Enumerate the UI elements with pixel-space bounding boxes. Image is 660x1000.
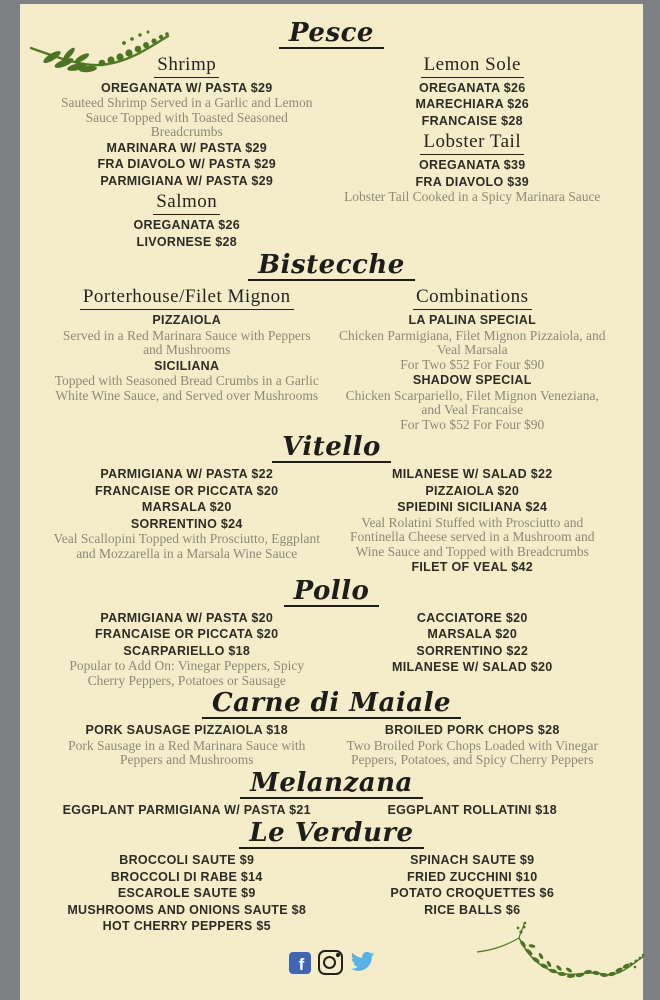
menu-item: MILANESE W/ SALAD $20 (392, 660, 553, 675)
right-column (328, 852, 644, 918)
section-title (20, 690, 643, 719)
section-title-text: Bistecche (248, 252, 415, 281)
section-title (20, 20, 643, 49)
menu-subsection-title: Combinations (413, 286, 532, 310)
menu-item: EGGPLANT ROLLATINI $18 (387, 802, 558, 817)
menu-item: SHADOW SPECIAL (412, 373, 532, 388)
menu-item-description: Lobster Tail Cooked in a Spicy Marinara Sauce (344, 189, 601, 205)
left-column (20, 466, 328, 561)
section-columns (20, 466, 643, 576)
menu-section-le-verdure (20, 820, 643, 935)
section-columns (20, 52, 643, 250)
menu-item-description: For Two $52 For Four $90 (400, 416, 545, 432)
twitter-icon[interactable] (350, 952, 375, 973)
section-columns (20, 802, 643, 819)
menu-section-pesce (20, 20, 643, 250)
section-title (20, 767, 643, 799)
menu-item: FRANCAISE OR PICCATA $20 (95, 627, 279, 642)
menu-subsection-title: Lemon Sole (421, 54, 524, 78)
menu-item: MILANESE W/ SALAD $22 (392, 467, 553, 482)
menu-item: MARSALA $20 (141, 500, 232, 515)
menu-subsection (338, 54, 608, 78)
menu-item: MUSHROOMS AND ONIONS SAUTE $8 (67, 902, 307, 917)
menu-item: LA PALINA SPECIAL (408, 313, 537, 328)
section-title (20, 820, 643, 849)
section-title (20, 434, 643, 463)
left-column (20, 284, 328, 403)
menu-item: ESCAROLE SAUTE $9 (117, 886, 256, 901)
facebook-icon[interactable] (289, 952, 311, 974)
menu-item: POTATO CROQUETTES $6 (390, 886, 555, 901)
instagram-dot (336, 953, 340, 957)
menu-item-description: Veal Scallopini Topped with Prosciutto, Eggplant and Mozzarella in a Marsala Wine Sauce (53, 531, 321, 561)
social-links-row (20, 950, 643, 975)
menu-section-melanzana (20, 767, 643, 819)
right-column (328, 466, 644, 576)
menu-section-pollo (20, 575, 643, 689)
menu-item: BROCCOLI SAUTE $9 (119, 853, 255, 868)
menu-section-vitello (20, 434, 643, 576)
menu-item: OREGANATA $26 (133, 218, 240, 233)
section-columns (20, 610, 643, 689)
menu-sections (20, 4, 643, 935)
left-column (20, 610, 328, 689)
menu-item-description: Popular to Add On: Vinegar Peppers, Spicy Cherry Peppers, Potatoes or Sausage (69, 658, 305, 688)
menu-item-description: Served in a Red Marinara Sauce with Peppers and Mushrooms (62, 327, 311, 358)
menu-item: OREGANATA $26 (419, 80, 526, 95)
menu-subsection-title: Shrimp (154, 54, 219, 78)
section-title-text: Pesce (279, 20, 384, 49)
section-title-text: Vitello (272, 434, 391, 463)
menu-item: HOT CHERRY PEPPERS $5 (102, 919, 271, 934)
facebook-letter: f (298, 954, 305, 974)
menu-subsection (338, 286, 608, 310)
menu-item: SPIEDINI SICILIANA $24 (397, 500, 548, 515)
menu-item: SORRENTINO $24 (130, 516, 243, 531)
menu-item: FRA DIAVOLO $39 (415, 174, 530, 189)
right-column (328, 52, 644, 205)
menu-subsection (52, 54, 322, 78)
menu-item: FRANCAISE $28 (421, 113, 523, 128)
menu-section-bistecche (20, 252, 643, 432)
section-title-text: Carne di Maiale (202, 690, 461, 719)
left-column (20, 852, 328, 935)
menu-item: SCARPARIELLO $18 (123, 643, 251, 658)
menu-item: FRIED ZUCCHINI $10 (407, 869, 538, 884)
right-column (328, 722, 644, 768)
menu-item: BROCCOLI DI RABE $14 (110, 869, 263, 884)
menu-item: PIZZAIOLA (152, 313, 222, 328)
menu-item: SICILIANA (154, 358, 220, 373)
menu-item: PARMIGIANA W/ PASTA $22 (100, 467, 274, 482)
menu-item-description: Sauteed Shrimp Served in a Garlic and Lemon Sauce Topped with Toasted Seasoned Breadcrumbs (60, 95, 313, 140)
section-title (20, 575, 643, 607)
menu-item: FRANCAISE OR PICCATA $20 (95, 483, 279, 498)
menu-item-description: Two Broiled Pork Chops Loaded with Vinegar Peppers, Potatoes, and Spicy Cherry Peppers (346, 737, 598, 768)
menu-item: SORRENTINO $22 (416, 643, 529, 658)
menu-item: PIZZAIOLA $20 (425, 483, 520, 498)
section-columns (20, 722, 643, 768)
left-column (20, 52, 328, 250)
menu-item: PARMIGIANA W/ PASTA $29 (100, 173, 274, 188)
menu-item: OREGANATA W/ PASTA $29 (101, 80, 273, 95)
section-title-text: Pollo (284, 578, 380, 607)
menu-subsection-title: Salmon (153, 191, 220, 215)
menu-section-carne-di-maiale (20, 690, 643, 768)
instagram-icon[interactable] (318, 950, 343, 975)
left-column (20, 802, 328, 819)
menu-item: MARECHIARA $26 (415, 97, 529, 112)
menu-item: PORK SAUSAGE PIZZAIOLA $18 (85, 723, 288, 738)
menu-item: MARSALA $20 (427, 627, 518, 642)
menu-subsection (338, 131, 608, 155)
menu-item: SPINACH SAUTE $9 (410, 853, 535, 868)
section-columns (20, 852, 643, 935)
menu-item: CACCIATORE $20 (416, 610, 528, 625)
section-title (20, 252, 643, 281)
menu-subsection-title: Lobster Tail (420, 131, 524, 155)
section-columns (20, 284, 643, 432)
menu-item: BROILED PORK CHOPS $28 (384, 723, 560, 738)
menu-subsection-title: Porterhouse/Filet Mignon (80, 286, 294, 310)
menu-item: LIVORNESE $28 (136, 234, 237, 249)
left-column (20, 722, 328, 768)
menu-item: RICE BALLS $6 (424, 902, 521, 917)
menu-item-description: For Two $52 For Four $90 (400, 356, 545, 372)
menu-item-description: Chicken Parmigiana, Filet Mignon Pizzaiola, and Veal Marsala (338, 327, 606, 358)
menu-subsection (52, 191, 322, 215)
menu-item-description: Chicken Scarpariello, Filet Mignon Veneziana, and Veal Francaise (345, 387, 599, 418)
right-column (328, 284, 644, 432)
menu-item-description: Pork Sausage in a Red Marinara Sauce with Peppers and Mushrooms (68, 737, 306, 768)
menu-item: PARMIGIANA W/ PASTA $20 (100, 610, 274, 625)
menu-item: EGGPLANT PARMIGIANA W/ PASTA $21 (62, 802, 311, 817)
menu-item-description: Veal Rolatini Stuffed with Prosciutto and Fontinella Cheese served in a Mushroom and Wine Sauce and Topped with Breadcrumbs (350, 514, 595, 559)
right-column (328, 802, 644, 819)
right-column (328, 610, 644, 676)
menu-item: MARINARA W/ PASTA $29 (106, 140, 267, 155)
menu-subsection (52, 286, 322, 310)
menu-item: FRA DIAVOLO W/ PASTA $29 (97, 157, 276, 172)
section-title-text: Melanzana (240, 770, 423, 799)
section-title-text: Le Verdure (239, 820, 423, 849)
menu-page (20, 4, 643, 1000)
menu-item: OREGANATA $39 (419, 158, 526, 173)
menu-item: FILET OF VEAL $42 (411, 560, 534, 575)
menu-item-description: Topped with Seasoned Bread Crumbs in a Garlic White Wine Sauce, and Served over Mushrooms (54, 373, 319, 403)
